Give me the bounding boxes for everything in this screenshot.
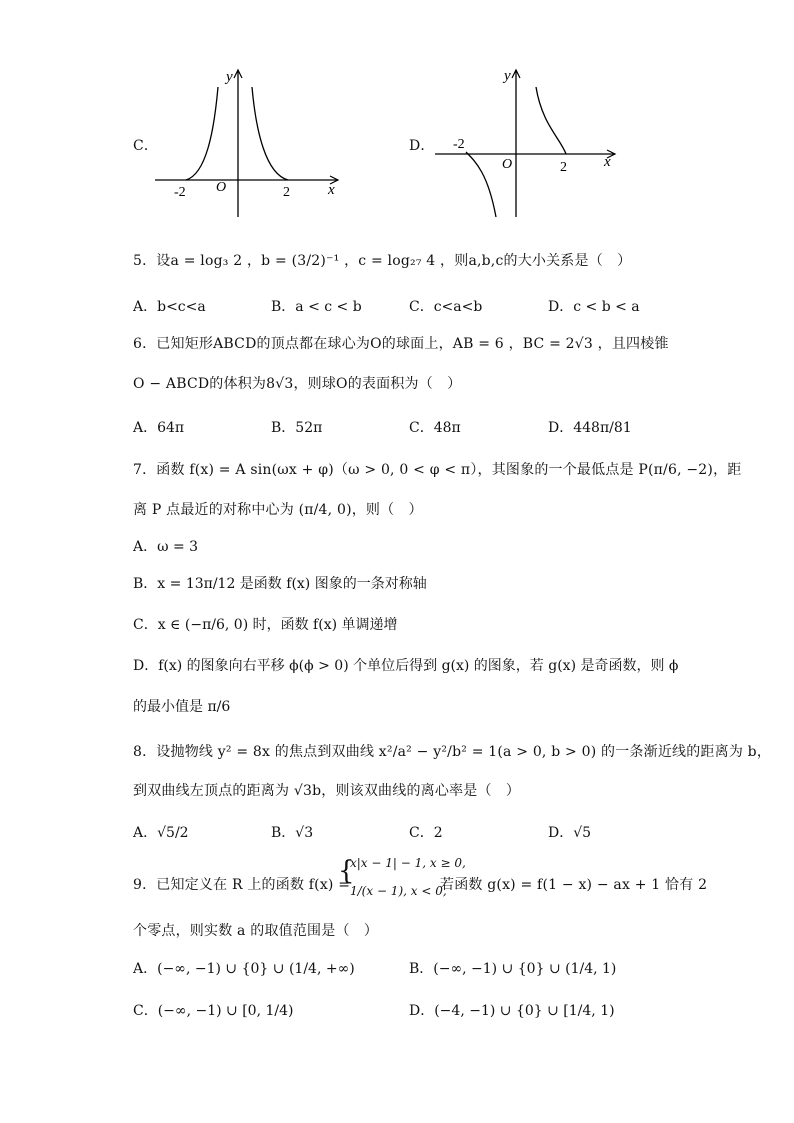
graph-c-y-label: y — [226, 69, 233, 85]
question-7-line-2: 离 P 点最近的对称中心为 (π/4, 0)，则（ ） — [133, 502, 423, 518]
graph-c-origin: O — [216, 180, 227, 195]
graph-d-y-label: y — [504, 68, 511, 84]
question-9-option-c: C．(−∞, −1) ∪ [0, 1/4) — [133, 1003, 294, 1019]
question-7-option-b: B．x = 13π/12 是函数 f(x) 图象的一条对称轴 — [133, 576, 427, 592]
graph-c-left-curve — [186, 87, 218, 180]
graph-c — [150, 62, 350, 222]
question-6-option-d: D．448π/81 — [548, 420, 632, 436]
question-7-option-a: A．ω = 3 — [133, 539, 199, 555]
question-8-option-b: B．√3 — [271, 825, 314, 841]
question-9-line-1-end: 若函数 g(x) = f(1 − x) − ax + 1 恰有 2 — [440, 877, 708, 893]
graph-d-origin: O — [502, 157, 513, 172]
question-8-option-d: D．√5 — [548, 825, 592, 841]
question-6-option-a: A．64π — [133, 420, 185, 436]
question-7-option-d-line-2: 的最小值是 π/6 — [133, 699, 231, 715]
question-8-option-c: C．2 — [409, 825, 443, 841]
option-c-label: C． — [133, 138, 159, 154]
graph-c-tick-pos: 2 — [283, 185, 290, 200]
question-9-brace: { — [338, 856, 355, 886]
graph-d-x-label: x — [604, 154, 611, 170]
question-6-option-c: C．48π — [409, 420, 461, 436]
option-d-label: D． — [409, 138, 435, 154]
question-7-line-1: 7．函数 f(x) = A sin(ωx + φ)（ω > 0, 0 < φ < π），其图象的一个最低点是 P(π/6, −2)，距 — [133, 462, 742, 478]
question-6-line-1: 6．已知矩形ABCD的顶点都在球心为O的球面上，AB = 6 ，BC = 2√3 ，且四棱锥 — [133, 336, 669, 352]
question-5-stem: 5．设a = log₃ 2 ，b = (3/2)⁻¹ ，c = log₂₇ 4 ，则a,b,c的大小关系是（ ） — [133, 253, 632, 269]
question-9-option-b: B．(−∞, −1) ∪ {0} ∪ (1/4, 1) — [409, 961, 617, 977]
question-5-option-a: A．b<c<a — [133, 299, 206, 315]
question-8-line-1: 8．设抛物线 y² = 8x 的焦点到双曲线 x²/a² − y²/b² = 1(a > 0, b > 0) 的一条渐近线的距离为 b， — [133, 744, 772, 760]
question-5-option-d: D．c < b < a — [548, 299, 640, 315]
graph-d-tick-pos: 2 — [560, 160, 567, 175]
graph-d-tick-neg: -2 — [453, 137, 465, 152]
question-6-line-2: O − ABCD的体积为8√3，则球O的表面积为（ ） — [133, 376, 462, 392]
question-9-line-2: 个零点，则实数 a 的取值范围是（ ） — [133, 923, 379, 939]
graph-c-x-label: x — [328, 182, 335, 198]
graph-d-left-curve — [466, 152, 496, 217]
question-9-piece-2: 1/(x − 1), x < 0, — [350, 884, 447, 898]
graph-d-right-curve — [536, 87, 566, 154]
question-7-option-d-line-1: D．f(x) 的图象向右平移 ϕ(ϕ > 0) 个单位后得到 g(x) 的图象，若 g(x) 是奇函数，则 ϕ — [133, 658, 679, 674]
question-9-piece-1: x|x − 1| − 1, x ≥ 0, — [350, 856, 466, 870]
question-8-line-2: 到双曲线左顶点的距离为 √3b，则该双曲线的离心率是（ ） — [133, 783, 521, 799]
question-9-line-1-start: 9．已知定义在 R 上的函数 f(x) = — [133, 877, 351, 893]
question-8-option-a: A．√5/2 — [133, 825, 189, 841]
question-9-option-a: A．(−∞, −1) ∪ {0} ∪ (1/4, +∞) — [133, 961, 355, 977]
question-6-option-b: B．52π — [271, 420, 323, 436]
graph-c-tick-neg: -2 — [174, 185, 186, 200]
graph-d — [430, 62, 630, 222]
graph-c-right-curve — [252, 87, 288, 180]
question-9-option-d: D．(−4, −1) ∪ {0} ∪ [1/4, 1) — [409, 1003, 615, 1019]
question-5-option-b: B．a < c < b — [271, 299, 362, 315]
question-5-option-c: C．c<a<b — [409, 299, 483, 315]
question-7-option-c: C．x ∈ (−π/6, 0) 时，函数 f(x) 单调递增 — [133, 617, 398, 633]
